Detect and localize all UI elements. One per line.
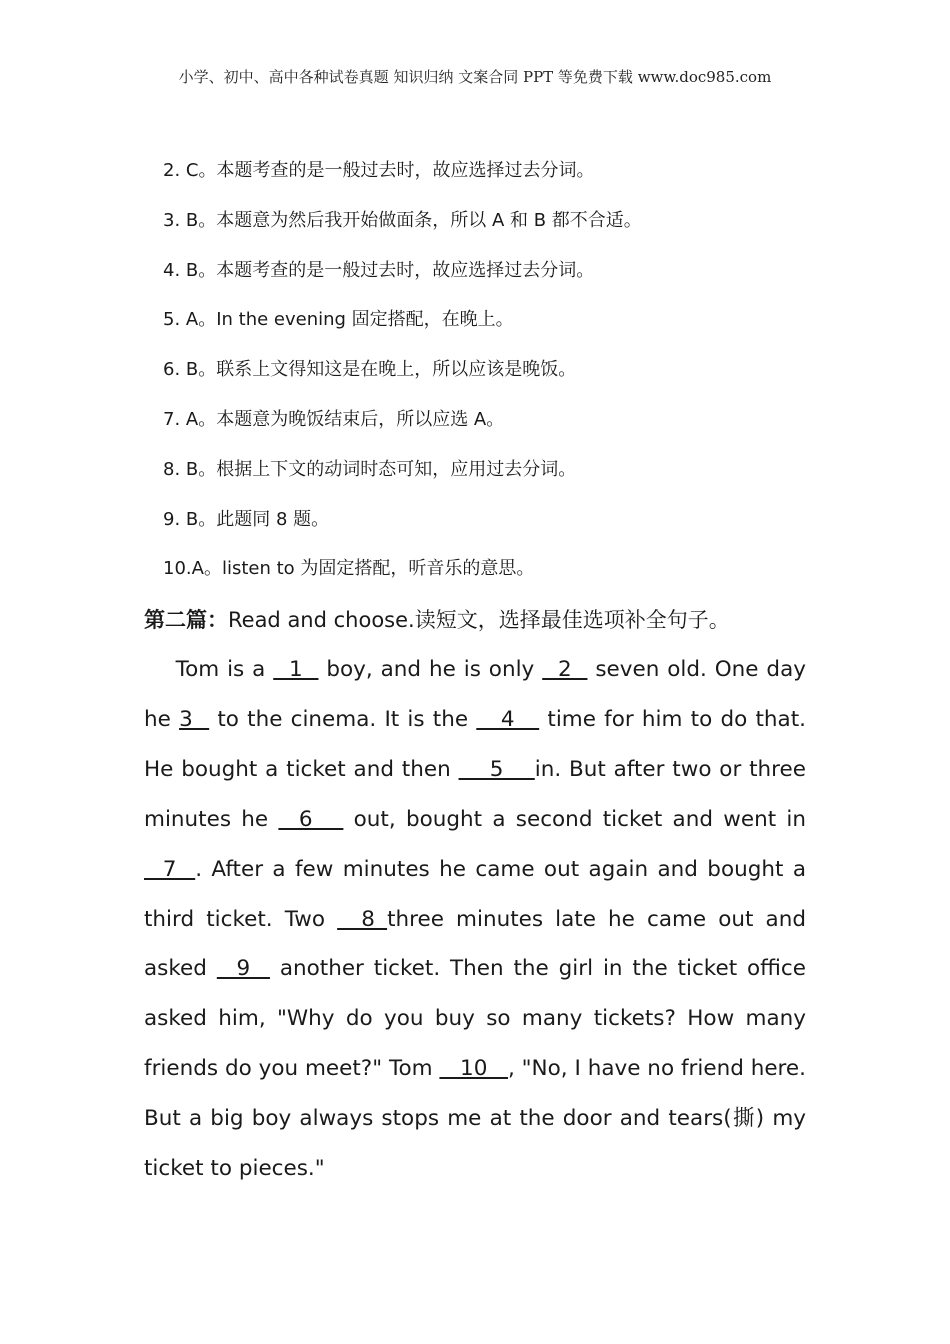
blank-7: 7 xyxy=(144,856,196,882)
passage-text: Tom is a xyxy=(144,657,274,682)
blank-6: 6 xyxy=(278,806,344,832)
blank-5: 5 xyxy=(458,756,535,782)
answer-item: 3. B。本题意为然后我开始做面条，所以 A 和 B 都不合适。 xyxy=(163,209,642,231)
passage-text: . After a few minutes he came out again and bought a third ticket. Two xyxy=(144,856,806,932)
passage-text: seven old. One day he xyxy=(144,657,806,732)
passage-text: to the cinema. It is the xyxy=(209,706,477,732)
blank-10: 10 xyxy=(439,1056,508,1082)
section-heading xyxy=(144,604,730,634)
blank-8: 8 xyxy=(337,906,388,932)
passage-text: three minutes late he came out and asked xyxy=(144,906,807,982)
answer-item: 5. A。In the evening 固定搭配，在晚上。 xyxy=(163,309,514,331)
answer-list xyxy=(163,156,823,604)
passage-text: time for him to do that. He bought a ticket and then xyxy=(144,706,806,782)
answer-item: 7. A。本题意为晚饭结束后，所以应选 A。 xyxy=(163,408,505,430)
answer-item: 2. C。本题考查的是一般过去时，故应选择过去分词。 xyxy=(163,160,595,181)
page-header: 小学、初中、高中各种试卷真题 知识归纳 文案合同 PPT 等免费下载 www.doc985.com xyxy=(178,68,772,86)
blank-2: 2 xyxy=(542,657,588,682)
answer-item: 10.A。listen to 为固定搭配，听音乐的意思。 xyxy=(163,558,535,580)
passage-text: out, bought a second ticket and went in xyxy=(343,806,806,832)
blank-1: 1 xyxy=(273,657,319,682)
cloze-passage xyxy=(144,645,806,1194)
passage-text: in. But after two or three minutes he xyxy=(144,756,806,832)
answer-item: 9. B。此题同 8 题。 xyxy=(163,508,330,530)
blank-3: 3 xyxy=(179,706,210,732)
passage-text: , "No, I have no friend here. But a big boy always stops me at the door and tears(撕) my ticket to pieces." xyxy=(144,1056,806,1182)
blank-4: 4 xyxy=(476,706,540,732)
answer-item: 8. B。根据上下文的动词时态可知，应用过去分词。 xyxy=(163,458,577,480)
answer-item: 4. B。本题考查的是一般过去时，故应选择过去分词。 xyxy=(163,259,595,281)
blank-9: 9 xyxy=(216,956,270,982)
passage-text: another ticket. Then the girl in the ticket office asked him, "Why do you buy so many tickets? How many friends do you meet?" Tom xyxy=(144,956,806,1082)
section-title-text: Read and choose.读短文，选择最佳选项补全句子。 xyxy=(228,608,730,632)
answer-item: 6. B。联系上文得知这是在晚上，所以应该是晚饭。 xyxy=(163,359,577,381)
passage-text: boy, and he is only xyxy=(318,657,543,682)
section-label: 第二篇： xyxy=(144,608,228,632)
